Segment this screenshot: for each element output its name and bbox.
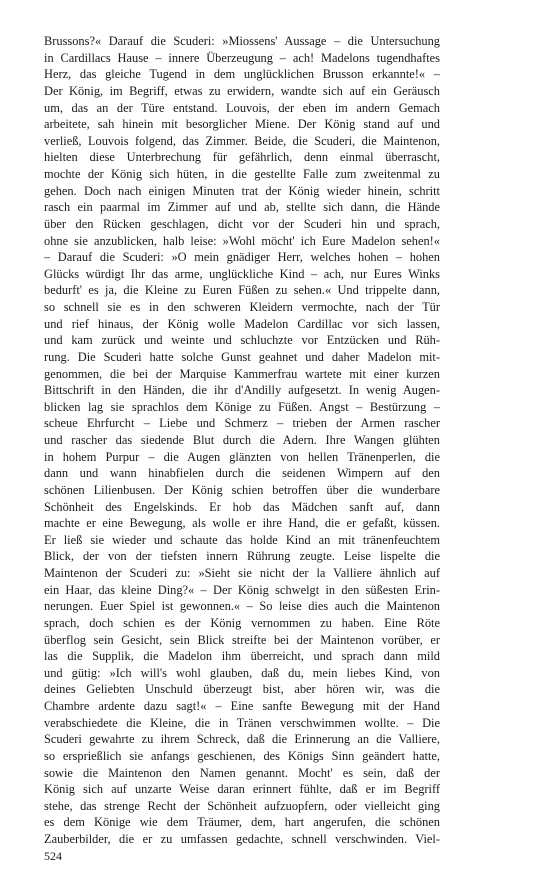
text-line: deines Geliebten Unschuld überzeugt bist, aber hören wir, was die	[44, 682, 440, 697]
text-line: so ersprießlich sie anfangs geschienen, des Königs Sinn geändert hatte,	[44, 748, 440, 763]
text-line: überflog sein Gesicht, sein Blick streifte bei der Maintenon vorüber, er	[44, 632, 440, 647]
text-line: Chambre ardente dazu sagt!« – Eine sanfte Bewegung mit der Hand	[44, 699, 440, 713]
text-line: genommen, die bei der Marquise Kammerfrau wartete mit einer kurzen	[44, 366, 440, 381]
text-line: Schönheit des Engelskinds. Er hob das Mädchen sanft auf, dann	[44, 499, 440, 514]
text-line: und rascher das siedende Blut durch die Adern. Ihre Wangen glühten	[44, 433, 440, 447]
text-line: blicken lag sie sprachlos dem Könige zu Füßen. Angst – Bestürzung –	[44, 399, 440, 414]
text-line: verließ, Louvois folgend, das Zimmer. Beide, die Scuderi, die Maintenon,	[44, 133, 440, 148]
text-line: so schnell sie es in den schweren Kleidern vermochte, nach der Tür	[44, 300, 440, 314]
text-line: es dem Könige wie dem Träumer, dem, hart angerufen, die schönen	[44, 815, 440, 830]
text-line: Zauberbilder, die er zu umfassen gedachte, schnell verschwinden. Viel-	[44, 832, 440, 846]
text-line: rung. Die Scuderi hatte solche Gunst geahnet und daher Madelon mit-	[44, 349, 440, 364]
text-line: ohne sie anzublicken, halb leise: »Wohl möcht' ich Eure Madelon sehen!«	[44, 233, 440, 248]
text-line: machte er eine Bewegung, als wolle er ihre Hand, die er gefaßt, küssen.	[44, 516, 440, 531]
text-line: und rief hinaus, der König wolle Madelon Cardillac vor sich lassen,	[44, 316, 440, 331]
text-line: Herz, das gleiche Tugend in dem unglücklichen Brusson erkannte!« –	[44, 67, 440, 82]
text-line: schönen Lilienbusen. Der König schien betroffen über die wunderbare	[44, 482, 440, 497]
text-line: Scuderi gewahrte zu ihrem Schreck, daß die Erinnerung an die Valliere,	[44, 732, 440, 747]
text-line: hielten diese Unterbrechung für gefährlich, denn einmal überrascht,	[44, 150, 440, 165]
text-line: um, das an der Türe entstand. Louvois, der eben im andern Gemach	[44, 100, 440, 115]
text-line: las die Supplik, die Madelon ihm überreicht, und sprach dann mild	[44, 649, 440, 664]
text-line: Er ließ sie wieder und schaute das holde Kind an mit tränenfeuchtem	[44, 532, 440, 547]
text-line: stehe, das strenge Recht der Schönheit aufzuopfern, oder vielleicht ging	[44, 798, 440, 813]
text-line: Glücks würdigt Ihr das arme, unglückliche Kind – ach, nur Eures Winks	[44, 266, 440, 281]
text-line: Der König, im Begriff, etwas zu erwidern, wandte sich auf ein Geräusch	[44, 83, 440, 98]
text-line: sowie die Maintenon den Namen genannt. Mocht' es sein, daß der	[44, 765, 440, 780]
text-line: in hohem Purpur – die Augen glänzten von hellen Tränenperlen, die	[44, 449, 440, 464]
text-line: Blick, der von der tiefsten innern Rührung zeugte. Leise lispelte die	[44, 549, 440, 564]
text-line: in Cardillacs Hause – innere Überzeugung – ach! Madelons tugendhaftes	[44, 50, 440, 65]
text-line: Maintenon der Scuderi zu: »Sieht sie nicht der la Valliere ähnlich auf	[44, 566, 440, 580]
text-line: mochte der König sich hüten, in die gestellte Falle zum zweitenmal zu	[44, 167, 440, 181]
text-line: – Darauf die Scuderi: »O mein gnädiger Herr, welches hohen – hohen	[44, 250, 440, 265]
text-line: König sich auf unzarte Weise daran erinnert fühlte, daß er im Begriff	[44, 782, 440, 797]
text-line: verabschiedete die Kleine, die in Tränen verschwimmen wollte. – Die	[44, 715, 440, 730]
text-line: und gütig: »Ich will's wohl glauben, daß du, mein liebes Kind, von	[44, 665, 440, 680]
text-line: arbeitete, sah hinein mit besorglicher Miene. Der König stand auf und	[44, 117, 440, 132]
text-line: gehen. Doch nach einigen Minuten trat der König wieder hinein, schritt	[44, 183, 440, 198]
text-line: über den Rücken geschlagen, dicht vor der Scuderi hin und sprach,	[44, 216, 440, 231]
text-line: sprach, doch schien es der König vernommen zu haben. Eine Röte	[44, 615, 440, 630]
text-line: bedurft' es ja, die Kleine zu Euren Füßen zu sehen.« Und trippelte dann,	[44, 283, 440, 298]
text-line: rasch ein paarmal im Zimmer auf und ab, stellte sich dann, die Hände	[44, 200, 440, 215]
text-line: ein Haar, das kleine Ding?« – Der König schwelgt in den süßesten Erin-	[44, 582, 440, 597]
text-line: dann und wann hinabfielen durch die seidenen Wimpern auf den	[44, 466, 440, 481]
page-number: 524	[44, 849, 62, 863]
text-line: und kam zurück und weinte und schluchzte vor Entzücken und Rüh-	[44, 333, 440, 348]
text-line: Bittschrift in den Händen, die ihr d'Andilly aufgesetzt. In wenig Augen-	[44, 383, 440, 398]
text-line: nerungen. Euer Spiel ist gewonnen.« – So leise dies auch die Maintenon	[44, 599, 440, 614]
text-line: scheue Ehrfurcht – Liebe und Schmerz – trieben der Armen rascher	[44, 416, 440, 431]
body-text	[44, 33, 440, 848]
text-line: Brussons?« Darauf die Scuderi: »Miossens' Aussage – die Untersuchung	[44, 34, 440, 48]
